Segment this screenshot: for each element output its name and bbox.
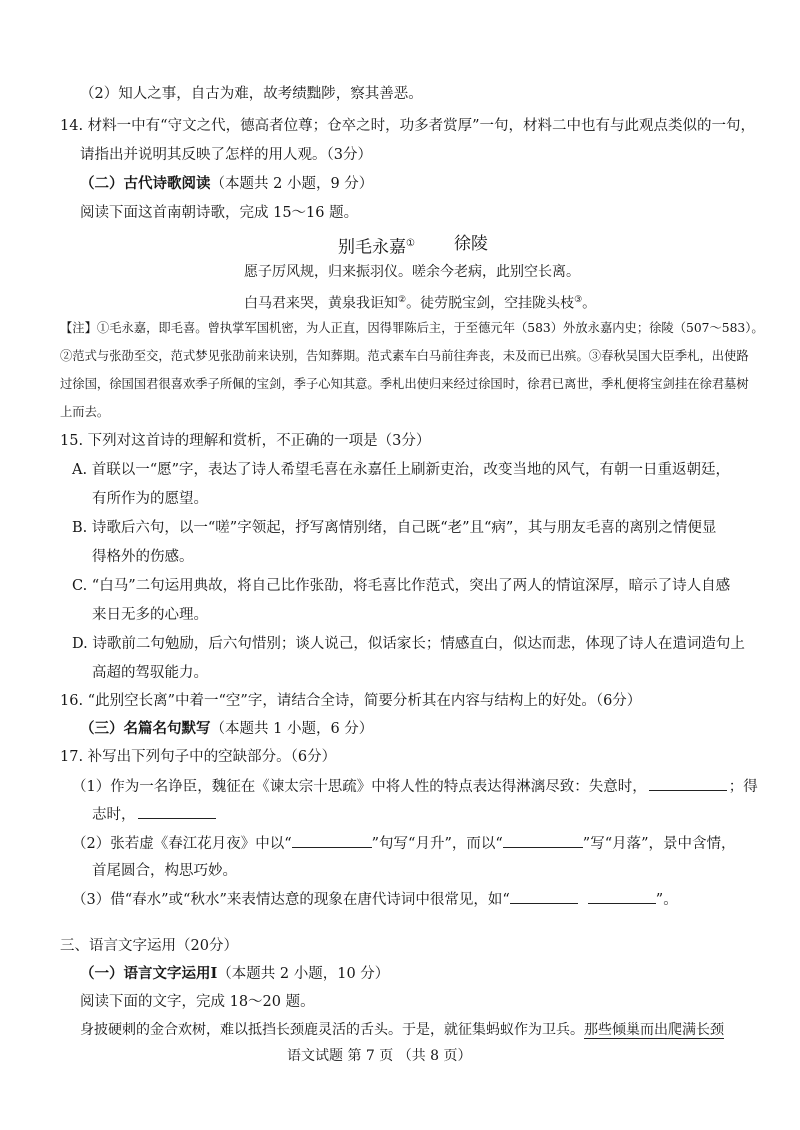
section-3-heading [80,719,373,739]
section-3-title: （三）名篇名句默写 [80,720,211,737]
question-17-2-line-1: （2）张若虚《春江花月夜》中以“ ”句写“月升”，而以“ ”写“月落”，景中含情， [72,833,736,854]
option-c-line-2: 来日无多的心理。 [92,607,208,623]
question-14-line-2: 请指出并说明其反映了怎样的用人观。（3分） [80,147,372,163]
passage-line-1: 身披硬刺的金合欢树，难以抵挡长颈鹿灵活的舌头。于是，就征集蚂蚁作为卫兵。那些倾巢而出爬满长颈 [80,1022,724,1038]
question-17-1-line-2: 志时， [92,804,216,825]
option-d-line-1: D. 诗歌前二句勉励，后六句惜别；谈人说己，似话家长；情感直白，似达而悲，体现了诗人在遣词造句上 [72,636,745,652]
answer-blank[interactable] [503,833,583,848]
option-a-line-2: 有所作为的愿望。 [92,491,208,507]
question-14-line-1: 14. 材料一中有“守文之代，德高者位尊；仓卒之时，功多者赏厚”一句，材料二中也有与此观点类似的一句， [60,118,755,134]
poem-note-line-4: 上而去。 [60,405,110,419]
poem-note-line-3: 过徐国，徐国国君很喜欢季子所佩的宝剑，季子心知其意。季札出使归来经过徐国时，徐君已离世，季札便将宝剑挂在徐君墓树 [60,377,749,391]
answer-blank[interactable] [649,776,727,791]
answer-blank[interactable] [138,804,216,819]
material-line-2: （2）知人之事，自古为难，故考绩黜陟，察其善恶。 [80,86,423,102]
question-17: 17. 补写出下列句子中的空缺部分。（6分） [60,749,337,765]
section-2-title: （二）古代诗歌阅读 [80,175,211,192]
question-16: 16. “此别空长离”中着一“空”字，请结合全诗，简要分析其在内容与结构上的好处。（6分） [60,693,642,709]
answer-blank[interactable] [510,889,578,904]
poem-title: 别毛永嘉① [338,237,415,258]
poem-author: 徐陵 [454,234,488,254]
question-17-1-line-1: （1）作为一名诤臣，魏征在《谏太宗十思疏》中将人性的特点表达得淋漓尽致：失意时， ；得 [72,776,758,797]
section-2-heading [80,174,373,194]
question-17-2-line-2: 首尾圆合，构思巧妙。 [92,863,237,879]
underlined-sentence: 那些倾巢而出爬满长颈 [584,1022,724,1038]
part-3-title: 三、语言文字运用（20分） [60,938,238,954]
option-a-line-1: A. 首联以一“愿”字，表达了诗人希望毛喜在永嘉任上刷新吏治，改变当地的风气，有朝一日重返朝廷， [72,462,731,478]
part-3-sub-note: （本题共 2 小题，10 分） [217,966,390,982]
option-d-line-2: 高超的驾驭能力。 [92,665,208,681]
part-3-sub-heading [80,964,389,984]
option-b-line-1: B. 诗歌后六句，以一“嗟”字领起，抒写离情别绪，自己既“老”且“病”，其与朋友毛喜的离别之情便显 [72,520,717,536]
question-17-3-line-1: （3）借“春水”或“秋水”来表情达意的现象在唐代诗词中很常见，如“ ”。 [72,889,678,910]
section-2-note: （本题共 2 小题，9 分） [210,176,374,192]
poem-instruction: 阅读下面这首南朝诗歌，完成 15～16 题。 [80,205,359,221]
section-3-note: （本题共 1 小题，6 分） [210,721,374,737]
passage-instruction: 阅读下面的文字，完成 18～20 题。 [80,994,315,1010]
answer-blank[interactable] [588,889,656,904]
part-3-sub-title: （一）语言文字运用Ⅰ [80,965,218,982]
poem-line-2: 白马君来哭，黄泉我讵知②。徒劳脱宝剑，空挂陇头枝③。 [244,295,597,312]
question-15: 15. 下列对这首诗的理解和赏析，不正确的一项是（3分） [60,433,431,449]
option-b-line-2: 得格外的伤感。 [92,549,194,565]
page-footer: 语文试题 第 7 页 （共 8 页） [287,1048,472,1064]
poem-title-footnote-mark: ① [406,238,415,249]
footnote-mark-3: ③ [574,295,583,305]
footnote-mark-2: ② [398,295,407,305]
poem-line-1: 愿子厉风规，归来振羽仪。嗟余今老病，此别空长离。 [244,264,580,280]
option-c-line-1: C. “白马”二句运用典故，将自己比作张劭，将毛喜比作范式，突出了两人的情谊深厚，暗示了诗人自感 [72,578,731,594]
poem-note-line-2: ②范式与张劭至交，范式梦见张劭前来诀别，告知葬期。范式素车白马前往奔丧，未及而已出殡。③春秋吴国大臣季札，出使路 [60,349,749,363]
poem-note-line-1: 【注】①毛永嘉，即毛喜。曾执掌军国机密，为人正直，因得罪陈后主，于至德元年（583）外放永嘉内史；徐陵（507～583）。 [60,321,764,335]
answer-blank[interactable] [292,833,372,848]
